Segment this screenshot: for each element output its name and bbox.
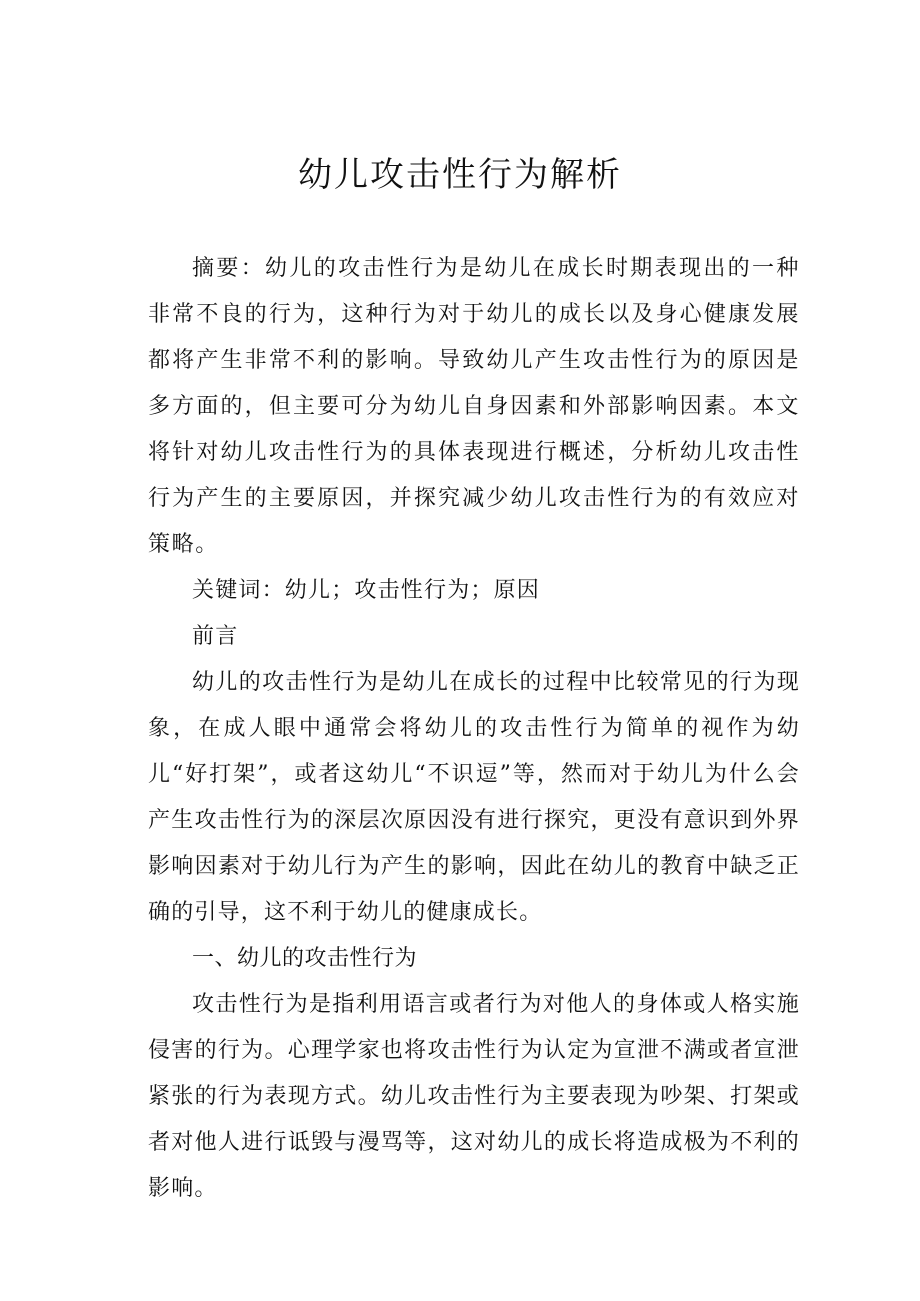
document-title: 幼儿攻击性行为解析 [298, 155, 622, 195]
preface-heading: 前言 [192, 624, 239, 649]
section-1-heading: 一、幼儿的攻击性行为 [192, 946, 418, 971]
keywords-line: 关键词：幼儿；攻击性行为；原因 [192, 578, 541, 603]
abstract-paragraph: 摘要：幼儿的攻击性行为是幼儿在成长时期表现出的一种非常不良的行为，这种行为对于幼儿的成长以及身心健康发展都将产生非常不利的影响。导致幼儿产生攻击性行为的原因是多方面的，但主要可分为幼儿自身因素和外部影响因素。本文将针对幼儿攻击性行为的具体表现进行概述，分析幼儿攻击性行为产生的主要原因，并探究减少幼儿攻击性行为的有效应对策略。 [148, 256, 800, 557]
preface-paragraph: 幼儿的攻击性行为是幼儿在成长的过程中比较常见的行为现象，在成人眼中通常会将幼儿的攻击性行为简单的视作为幼儿“好打架”，或者这幼儿“不识逗”等，然而对于幼儿为什么会产生攻击性行为的深层次原因没有进行探究，更没有意识到外界影响因素对于幼儿行为产生的影响，因此在幼儿的教育中缺乏正确的引导，这不利于幼儿的健康成长。 [148, 670, 800, 925]
document-body [148, 246, 800, 1212]
section-1-paragraph: 攻击性行为是指利用语言或者行为对他人的身体或人格实施侵害的行为。心理学家也将攻击性行为认定为宣泄不满或者宣泄紧张的行为表现方式。幼儿攻击性行为主要表现为吵架、打架或者对他人进行诋毁与漫骂等，这对幼儿的成长将造成极为不利的影响。 [148, 992, 800, 1201]
